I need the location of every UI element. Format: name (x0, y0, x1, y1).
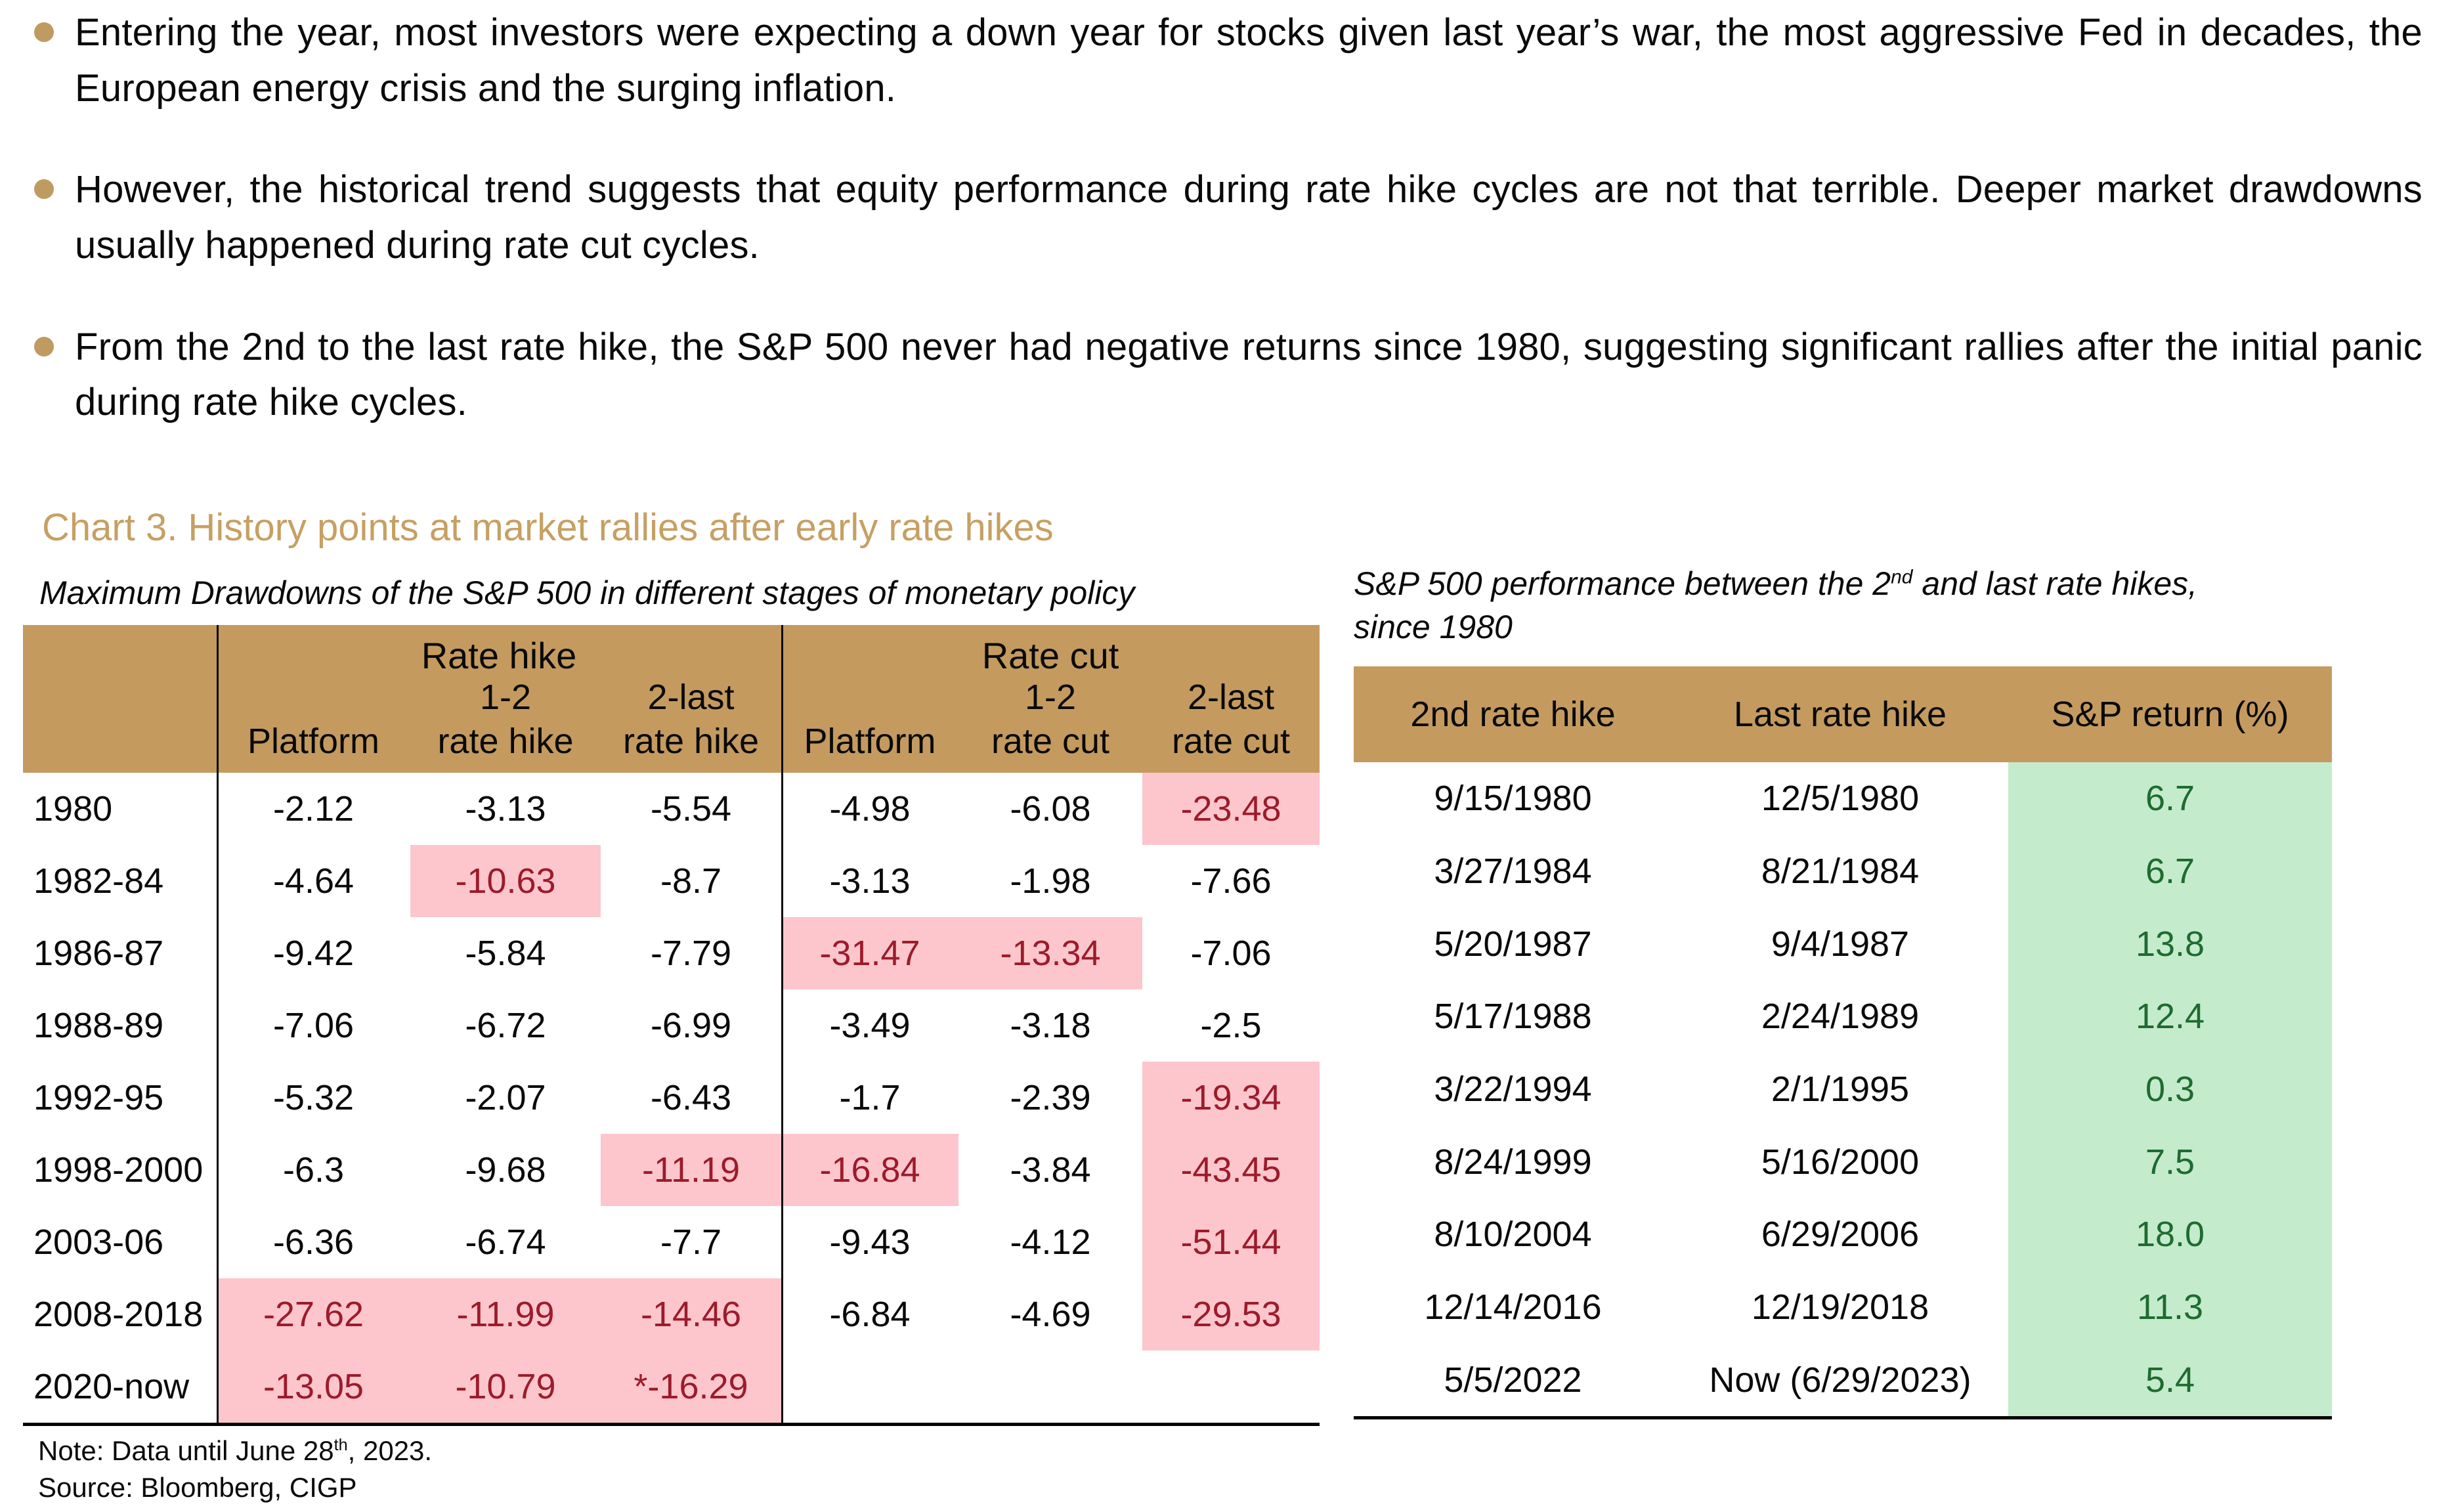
return-cell: 6.7 (2008, 762, 2332, 835)
subtitle-text: and last rate hikes, (1912, 565, 2198, 602)
table-cell: *-16.29 (601, 1350, 781, 1423)
return-cell: 6.7 (2008, 835, 2332, 908)
table-row (1354, 1198, 2332, 1271)
table-cell (1142, 1350, 1320, 1423)
date-cell: 3/27/1984 (1434, 852, 1592, 892)
table-cell: -7.79 (650, 934, 732, 973)
table-cell: -11.99 (410, 1278, 601, 1350)
table-cell: -11.19 (601, 1134, 781, 1206)
table-cell: -14.46 (601, 1278, 781, 1350)
return-cell: 5.4 (2008, 1344, 2332, 1417)
table-cell: -6.72 (465, 1006, 546, 1045)
table-divider-line (217, 625, 219, 1423)
date-cell: Now (6/29/2023) (1709, 1360, 1971, 1400)
table-cell: -3.18 (1010, 1006, 1091, 1045)
left-table-subtitle: Maximum Drawdowns of the S&P 500 in different stages of monetary policy (39, 574, 1135, 611)
bullet-item-3: From the 2nd to the last rate hike, the S&P 500 never had negative returns since 1980, suggesting significant rallies after the initial panic during rate hike cycles. (32, 320, 2422, 431)
table-cell: -3.84 (1010, 1150, 1091, 1190)
table-cell: -1.98 (1010, 861, 1091, 901)
table-cell: -6.84 (829, 1295, 911, 1334)
table-cell: -9.68 (465, 1150, 546, 1190)
date-cell: 12/19/2018 (1751, 1287, 1929, 1328)
table-cell: -6.3 (282, 1150, 345, 1190)
table-cell: -4.12 (1010, 1222, 1091, 1262)
table-cell: -13.05 (217, 1350, 410, 1423)
date-cell: 5/16/2000 (1761, 1142, 1920, 1182)
header-line: Platform (247, 722, 380, 762)
table-cell: -2.5 (1200, 1006, 1262, 1045)
table-cell: -6.74 (465, 1222, 546, 1262)
table-cell: -7.06 (1190, 934, 1272, 973)
header-line: Platform (804, 722, 936, 762)
table-cell: -6.43 (650, 1078, 732, 1117)
table-cell: -8.7 (660, 861, 722, 901)
table-cell: -2.12 (272, 789, 355, 829)
rate-cut-group-header: Rate cut (981, 635, 1119, 676)
table-cell: -7.7 (660, 1222, 722, 1262)
table-cell: -3.13 (465, 789, 546, 829)
date-cell: 8/21/1984 (1761, 852, 1920, 892)
header-line: 1-2 (479, 678, 532, 718)
row-label: 1992-95 (33, 1078, 164, 1117)
footnote (38, 1433, 432, 1506)
row-label: 2020-now (33, 1367, 190, 1406)
performance-table-header (1354, 666, 2332, 762)
bullet-item-1: Entering the year, most investors were expecting a down year for stocks given last year’s war, the most aggressive Fed in decades, the European energy crisis and the surging inflation. (32, 5, 2422, 116)
table-cell: -6.08 (1010, 789, 1091, 829)
header-cell-empty (23, 625, 217, 773)
return-cell: 18.0 (2008, 1198, 2332, 1271)
subtitle-superscript: nd (1891, 566, 1913, 588)
row-label: 1986-87 (33, 934, 164, 973)
date-cell: 2/24/1989 (1761, 997, 1920, 1037)
date-cell: 9/4/1987 (1771, 924, 1910, 964)
drawdowns-table (23, 625, 1320, 1426)
table-cell (958, 1350, 1142, 1423)
table-row (1354, 1271, 2332, 1344)
header-line: rate hike (437, 722, 574, 762)
table-cell: -31.47 (781, 917, 958, 989)
row-label: 2008-2018 (33, 1295, 204, 1334)
table-cell: -29.53 (1142, 1278, 1320, 1350)
header-line: rate cut (1171, 722, 1291, 762)
table-cell: -19.34 (1142, 1062, 1320, 1134)
table-divider-line (781, 625, 783, 1423)
date-cell: 9/15/1980 (1434, 779, 1592, 819)
row-label: 1988-89 (33, 1006, 164, 1045)
date-cell: 3/22/1994 (1434, 1069, 1592, 1110)
table-cell: -2.07 (465, 1078, 546, 1117)
table-cell: -6.99 (650, 1006, 732, 1045)
footnote-source: Source: Bloomberg, CIGP (38, 1471, 357, 1503)
date-cell: 5/5/2022 (1444, 1360, 1582, 1400)
row-label: 1982-84 (33, 861, 164, 901)
table-cell: -43.45 (1142, 1134, 1320, 1206)
table-cell: -6.36 (272, 1222, 355, 1262)
chart-title: Chart 3. History points at market rallies after early rate hikes (42, 506, 1054, 549)
right-table-body (1354, 762, 2332, 1416)
subtitle-line2: since 1980 (1354, 609, 1513, 645)
table-cell: -5.54 (650, 789, 732, 829)
right-table-subtitle (1354, 562, 2352, 649)
table-cell: -2.39 (1010, 1078, 1091, 1117)
header-line: rate cut (991, 722, 1110, 762)
header-cell-last-rate-hike: Last rate hike (1733, 695, 1947, 734)
date-cell: 8/24/1999 (1434, 1142, 1592, 1182)
table-row (1354, 1053, 2332, 1126)
table-cell: -1.7 (839, 1078, 901, 1117)
table-cell: -9.43 (829, 1222, 911, 1262)
table-cell: -23.48 (1142, 773, 1320, 845)
table-cell: -5.84 (465, 934, 546, 973)
row-label: 2003-06 (33, 1222, 164, 1262)
header-line: rate hike (622, 722, 760, 762)
subtitle-text: S&P 500 performance between the 2 (1354, 565, 1891, 602)
date-cell: 8/10/2004 (1434, 1215, 1592, 1255)
footnote-text: , 2023. (347, 1435, 433, 1466)
table-cell: -4.64 (272, 861, 355, 901)
row-label: 1998-2000 (33, 1150, 204, 1190)
table-cell (781, 1350, 958, 1423)
table-cell: -16.84 (781, 1134, 958, 1206)
date-cell: 5/20/1987 (1434, 924, 1592, 964)
bullet-item-2: However, the historical trend suggests that equity performance during rate hike cycles are not that terrible. Deeper market drawdowns usually happened during rate cut cycles. (32, 162, 2422, 273)
table-cell: -7.66 (1190, 861, 1272, 901)
table-row (1354, 835, 2332, 908)
table-cell: -3.13 (829, 861, 911, 901)
table-cell: -9.42 (272, 934, 355, 973)
bullet-list (32, 5, 2422, 477)
footnote-superscript: th (334, 1436, 348, 1454)
footnote-note (38, 1433, 432, 1469)
return-cell: 11.3 (2008, 1271, 2332, 1344)
date-cell: 2/1/1995 (1771, 1069, 1910, 1110)
header-line: 2-last (1187, 678, 1275, 718)
footnote-text: Note: Data until June 28 (38, 1435, 334, 1466)
table-row (1354, 1125, 2332, 1198)
header-line: 1-2 (1024, 678, 1077, 718)
table-cell: -13.34 (958, 917, 1142, 989)
rate-hike-group-header: Rate hike (421, 635, 577, 676)
date-cell: 12/5/1980 (1761, 779, 1920, 819)
return-cell: 12.4 (2008, 980, 2332, 1053)
table-row (1354, 1344, 2332, 1417)
table-cell: -4.69 (1010, 1295, 1091, 1334)
table-row (1354, 980, 2332, 1053)
table-cell: -51.44 (1142, 1206, 1320, 1278)
header-cell-sp-return: S&P return (%) (2051, 695, 2289, 734)
row-label: 1980 (33, 789, 113, 829)
date-cell: 5/17/1988 (1434, 997, 1592, 1037)
performance-table (1354, 666, 2332, 1419)
date-cell: 12/14/2016 (1424, 1287, 1602, 1328)
return-cell: 0.3 (2008, 1053, 2332, 1126)
header-line: 2-last (647, 678, 735, 718)
table-row (1354, 762, 2332, 835)
return-cell: 7.5 (2008, 1125, 2332, 1198)
table-cell: -4.98 (829, 789, 911, 829)
table-cell: -10.79 (410, 1350, 601, 1423)
table-cell: -5.32 (272, 1078, 355, 1117)
table-cell: -3.49 (829, 1006, 911, 1045)
table-cell: -7.06 (272, 1006, 355, 1045)
header-cell-2nd-rate-hike: 2nd rate hike (1410, 695, 1616, 734)
table-row (1354, 907, 2332, 980)
table-cell: -27.62 (217, 1278, 410, 1350)
table-cell: -10.63 (410, 845, 601, 917)
return-cell: 13.8 (2008, 907, 2332, 980)
date-cell: 6/29/2006 (1761, 1215, 1920, 1255)
